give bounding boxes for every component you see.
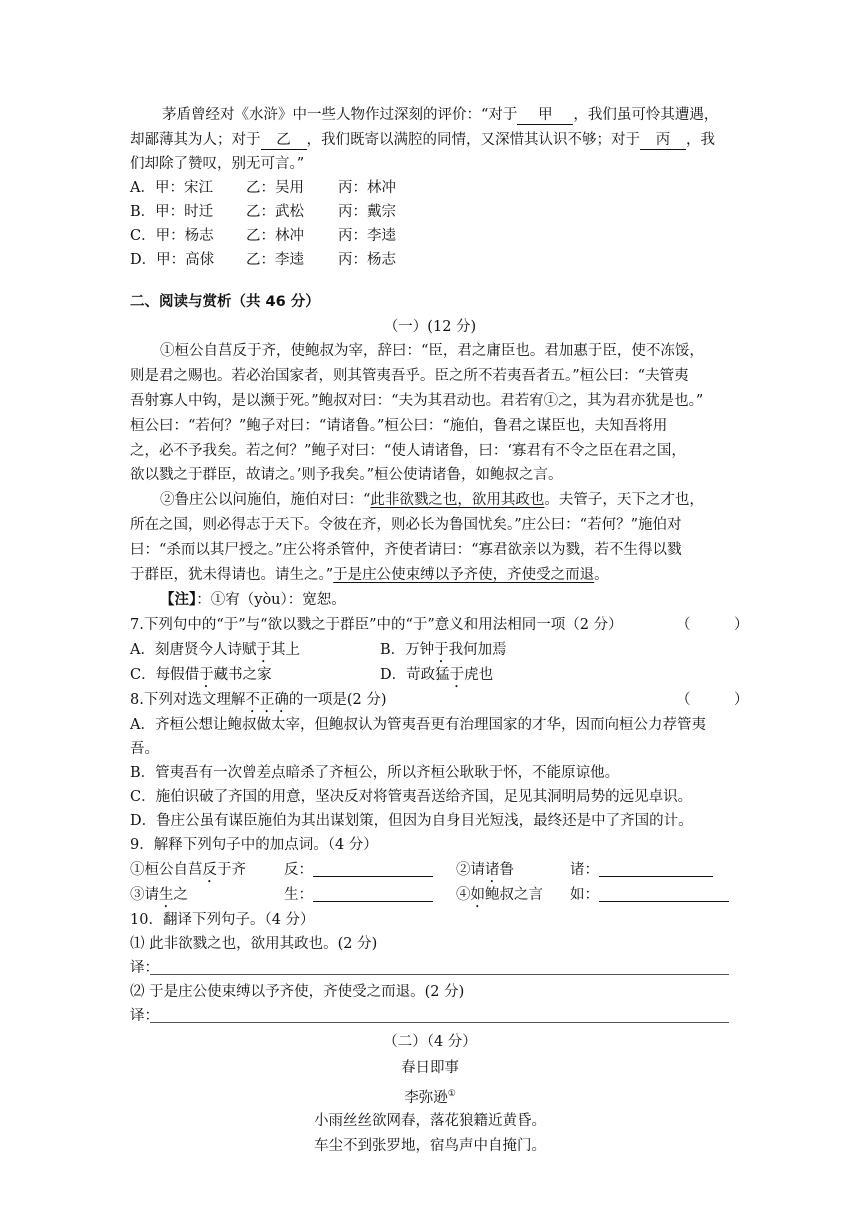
poem-line-2: 车尘不到张罗地，宿鸟声中自掩门。 [314,1138,546,1154]
passage-p2-line2: 所在之国，则必得志于天下。令彼在齐，则必长为鲁国忧矣。”庄公曰：“若何？”施伯对 [130,517,682,533]
q10-stem: 10．翻译下列句子。（4 分） [130,912,315,928]
passage-p1-line5: 之，必不予我矣。若之何？”鲍子对曰：“使人请诸鲁，曰：‘寡君有不令之臣在君之国， [130,443,686,459]
passage-p2-line3: 曰：“杀而以其尸授之。”庄公将杀管仲，齐使者请曰：“寡君欲亲以为戮，若不生得以戮 [130,542,682,558]
q8-option-d[interactable]: D．鲁庄公虽有谋臣施伯为其出谋划策，但因为自身目光短浅，最终还是中了齐国的计。 [130,813,693,829]
q6-option-a[interactable]: A．甲：宋江 乙：吴用 丙：林冲 [130,180,396,196]
q10-answer-line-1[interactable] [150,974,729,975]
underlined-sentence-2: 于是庄公使束缚以予齐使，齐使受之而退 [333,567,595,583]
poem-author: 李弥逊① [404,1089,456,1106]
passage-p2-line1: ②鲁庄公以问施伯，施伯对曰：“此非欲戮之也，欲用其政也。夫管子，天下之才也， [160,492,704,508]
q7-option-d[interactable]: D．苛政猛于虎也 [380,667,494,683]
passage-p1-line3: 吾射寡人中钩，是以濒于死。”鲍叔对曰：“夫为其君动也。君若宥①之，其为君亦犹是也。” [130,393,704,409]
q6-stem-line1: 茅盾曾经对《水浒》中一些人物作过深刻的评价：“对于 甲 ，我们虽可怜其遭遇， [162,107,719,123]
note-marker: ① [543,393,559,409]
part2-title: （二）（4 分） [383,1034,477,1050]
part1-title: （一）(12 分) [383,319,477,335]
passage-p1-line1: ①桓公自莒反于齐，使鲍叔为宰，辞曰：“臣，君之庸臣也。君加惠于臣，使不冻馁， [160,343,704,359]
q9-answer-2[interactable] [599,860,713,877]
q10-sentence-1: ⑴ 此非欲戮之也，欲用其政也。(2 分) [130,936,378,952]
q6-stem-line3: 们却除了赞叹，别无可言。” [130,156,305,172]
q10-yi-label-2: 译： [130,1008,159,1024]
q9-item-3: ③请生之 [130,887,188,903]
q9-answer-1[interactable] [313,860,433,877]
q6-option-c[interactable]: C．甲：杨志 乙：林冲 丙：李逵 [130,228,396,244]
q7-stem: 7.下列句中的“于”与“欲以戮之于群臣”中的“于”意义和用法相同一项（2 分） [130,617,623,633]
q7-answer-paren[interactable]: （ ） [676,617,749,633]
q6-option-d[interactable]: D．甲：高俅 乙：李逵 丙：杨志 [130,252,396,268]
q7-option-b[interactable]: B．万钟于我何加焉 [380,642,507,658]
q9-answer-4[interactable] [599,885,729,902]
passage-p1-line2: 则是君之赐也。若必治国家者，则其管夷吾乎。臣之所不若夷吾者五。”桓公曰：“夫管夷 [130,368,689,384]
q6-option-b[interactable]: B．甲：时迁 乙：武松 丙：戴宗 [130,204,396,220]
blank-yi: 乙 [261,132,307,150]
q7-option-a[interactable]: A．刻唐贤今人诗赋于其上 [130,642,300,658]
q8-stem: 8.下列对选文理解不正确的一项是(2 分) [130,692,387,708]
q10-yi-label-1: 译： [130,960,159,976]
q8-answer-paren[interactable]: （ ） [676,692,749,708]
q6-stem-line2: 却鄙薄其为人；对于 乙 ，我们既寄以满腔的同情，又深惜其认识不够；对于 丙 ，我 [130,132,715,148]
q8-option-b[interactable]: B．管夷吾有一次曾差点暗杀了齐桓公，所以齐桓公耿耿于怀，不能原谅他。 [130,765,620,781]
blank-jia: 甲 [517,107,573,125]
poem-line-1: 小雨丝丝欲网春，落花狼籍近黄昏。 [314,1113,546,1129]
q9-item-4: ④如鲍叔之言 [456,887,543,903]
q7-option-c[interactable]: C．每假借于藏书之家 [130,667,272,683]
q9-answer-3[interactable] [313,885,433,902]
poem-title: 春日即事 [401,1060,459,1076]
q9-stem: 9．解释下列句子中的加点词。（4 分） [130,837,378,853]
passage-p1-line4: 桓公曰：“若何？”鲍子对曰：“请诸鲁。”桓公曰：“施伯，鲁君之谋臣也，夫知吾将用 [130,418,668,434]
blank-bing: 丙 [640,132,686,150]
q8-option-c[interactable]: C．施伯识破了齐国的用意，坚决反对将管夷吾送给齐国，足见其洞明局势的远见卓识。 [130,789,693,805]
passage-p1-line6: 欲以戮之于群臣，故请之。’则予我矣。”桓公使请诸鲁，如鲍叔之言。 [130,467,563,483]
q9-item-1: ①桓公自莒反于齐 [130,862,246,878]
underlined-sentence-1: 此非欲戮之也，欲用其政也 [370,492,545,508]
q9-label-4: 如： [570,884,729,906]
q8-option-a-line2[interactable]: 吾。 [130,741,159,757]
q10-sentence-2: ⑵ 于是庄公使束缚以予齐使，齐使受之而退。(2 分) [130,984,465,1000]
passage-p2-line4: 于群臣，犹未得请也。请生之。”于是庄公使束缚以予齐使，齐使受之而退。 [130,567,609,583]
q9-label-1: 反： [284,859,433,881]
q9-label-3: 生： [284,884,433,906]
section-heading: 二、阅读与赏析（共 46 分） [130,294,320,310]
q9-item-2: ②请诸鲁 [456,862,514,878]
passage-note: 【注】：①宥（yòu）：宽恕。 [160,592,346,608]
q8-option-a-line1[interactable]: A．齐桓公想让鲍叔做太宰，但鲍叔认为管夷吾更有治理国家的才华，因而向桓公力荐管夷 [130,717,706,733]
q10-answer-line-2[interactable] [150,1022,729,1023]
q9-label-2: 诸： [570,859,713,881]
